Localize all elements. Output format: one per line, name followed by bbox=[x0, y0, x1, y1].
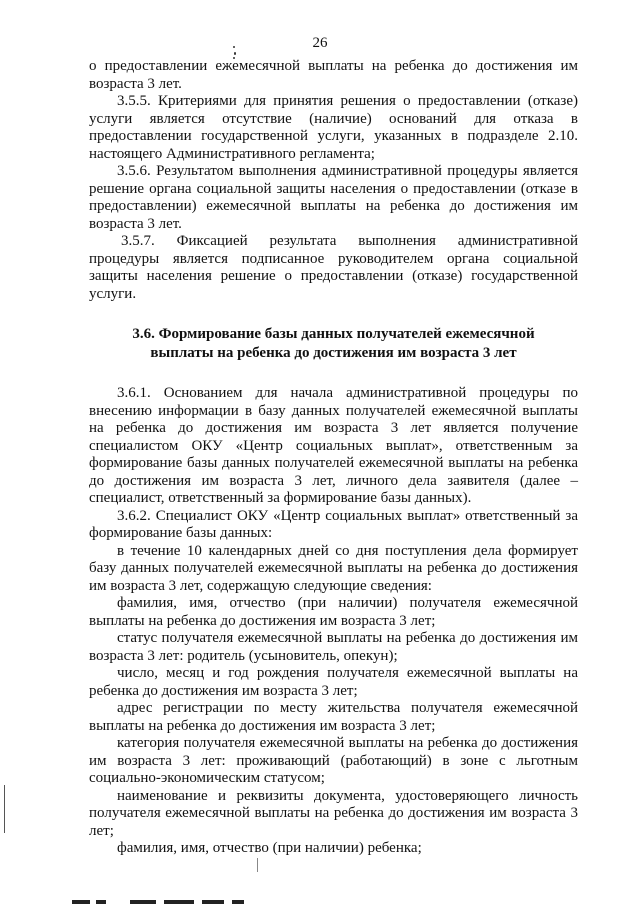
scan-line bbox=[257, 858, 258, 872]
scan-footer-residue bbox=[72, 899, 302, 905]
paragraph: фамилия, имя, отчество (при наличии) ребенка; bbox=[117, 840, 422, 856]
paragraph: фамилия, имя, отчество (при наличии) получателя ежемесячной выплаты на ребенка до достижения им возраста 3 лет; bbox=[89, 595, 578, 629]
paragraph: в течение 10 календарных дней со дня поступления дела формирует базу данных получателей ежемесячной выплаты на ребенка до достижения им возраста 3 лет, содержащую следующие сведения: bbox=[89, 542, 578, 594]
scan-speck bbox=[233, 46, 235, 48]
section-heading: 3.6. Формирование базы данных получателей ежемесячной выплаты на ребенка до достижения им возраста 3 лет bbox=[132, 326, 535, 361]
scan-speck bbox=[234, 52, 236, 55]
paragraph: 3.6.1. Основанием для начала административной процедуры по внесению информации в базу данных получателей ежемесячной выплаты на ребенка до достижения им возраста 3 лет является получение специалистом ОКУ «Центр социальных выплат», ответственным за формирование базы данных получателей ежемесячной выплаты на ребенка до достижения им возраста 3 лет, личного дела заявителя (далее – специалист, ответственный за формирование базы данных). bbox=[89, 385, 578, 506]
paragraph: 3.6.2. Специалист ОКУ «Центр социальных выплат» ответственный за формирование базы данных: bbox=[89, 507, 578, 541]
paragraph: 3.5.7. Фиксацией результата выполнения административной процедуры является подписанное руководителем органа социальной защиты населения решение о предоставлении (отказе) государственной услуги. bbox=[89, 233, 578, 302]
paragraph: 3.5.5. Критериями для принятия решения о предоставлении (отказе) услуги является отсутствие (наличие) оснований для отказа в предоставлении государственной услуги, указанных в подразделе 2.10. настоящего Административного регламента; bbox=[89, 93, 578, 162]
page-number: 26 bbox=[312, 35, 328, 51]
paragraph: о предоставлении ежемесячной выплаты на ребенка до достижения им возраста 3 лет. bbox=[89, 58, 578, 92]
paragraph: 3.5.6. Результатом выполнения административной процедуры является решение органа социальной защиты населения о предоставлении (отказе в предоставлении) ежемесячной выплаты на ребенка до достижения им возраста 3 лет. bbox=[89, 163, 578, 232]
scan-line bbox=[4, 785, 5, 833]
paragraph: число, месяц и год рождения получателя ежемесячной выплаты на ребенка до достижения им возраста 3 лет; bbox=[89, 665, 578, 699]
paragraph: адрес регистрации по месту жительства получателя ежемесячной выплаты на ребенка до достижения им возраста 3 лет; bbox=[89, 700, 578, 734]
paragraph: категория получателя ежемесячной выплаты на ребенка до достижения им возраста 3 лет: проживающий (работающий) в зоне с льготным социально-экономическим статусом; bbox=[89, 735, 578, 786]
paragraph: наименование и реквизиты документа, удостоверяющего личность получателя ежемесячной выплаты на ребенка до достижения им возраста 3 лет; bbox=[89, 787, 578, 839]
document-body bbox=[89, 58, 578, 858]
paragraph: статус получателя ежемесячной выплаты на ребенка до достижения им возраста 3 лет: родитель (усыновитель, опекун); bbox=[89, 630, 578, 664]
